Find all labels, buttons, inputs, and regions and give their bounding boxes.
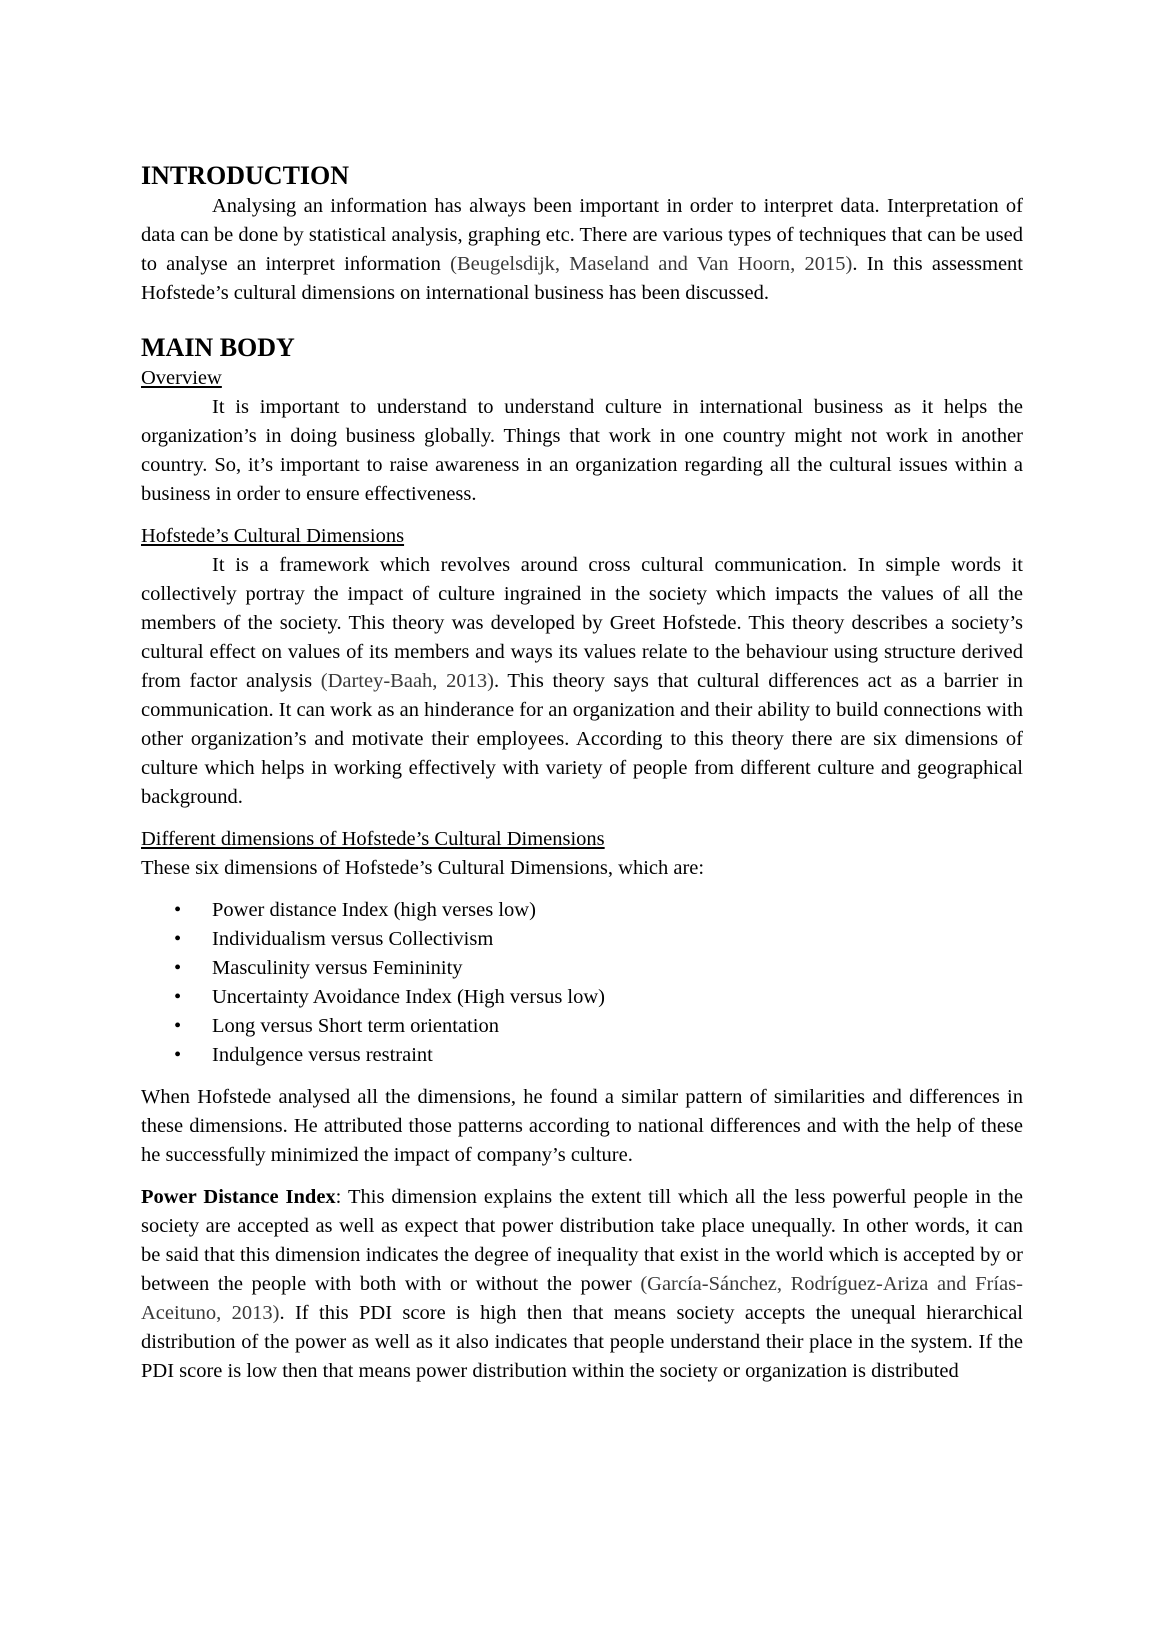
- bullet-icon: •: [174, 1015, 182, 1037]
- dimensions-summary: When Hofstede analysed all the dimensions, he found a similar pattern of similarities and differences in these dimensions. He attributed those patterns according to national differences and with the help of these he successfully minimized the impact of company’s culture.: [141, 1086, 1023, 1166]
- bullet-icon: •: [174, 986, 182, 1008]
- main-body-heading: MAIN BODY: [141, 333, 295, 362]
- list-item-text: Long versus Short term orientation: [212, 1015, 499, 1037]
- dimensions-list: [141, 896, 1023, 1070]
- document-page: [141, 160, 1023, 1386]
- list-item-text: Uncertainty Avoidance Index (High versus low): [212, 986, 605, 1008]
- bullet-icon: •: [174, 1044, 182, 1066]
- overview-subheading: Overview: [141, 367, 222, 389]
- list-item: [141, 983, 1023, 1012]
- list-item-text: Masculinity versus Femininity: [212, 957, 463, 979]
- citation: (Beugelsdijk, Maseland and Van Hoorn, 2015): [450, 253, 853, 275]
- introduction-text-end: . In this assessment Hofstede’s cultural dimensions on international business has been discussed.: [141, 253, 1023, 304]
- list-item-text: Indulgence versus restraint: [212, 1044, 433, 1066]
- hofstede-paragraph: [141, 551, 1023, 812]
- dimensions-subheading: Different dimensions of Hofstede’s Cultural Dimensions: [141, 828, 605, 850]
- hofstede-text-end: . This theory says that cultural differences act as a barrier in communication. It can work as an hinderance for an organization and their ability to build connections with other organization’s and motivate their employees. According to this theory there are six dimensions of culture which helps in working effectively with variety of people from different culture and geographical background.: [141, 670, 1023, 808]
- pdi-text: : This dimension explains the extent till which all the less powerful people in the society are accepted as well as expect that power distribution take place unequally. In other words, it can be said that this dimension indicates the degree of inequality that exist in the world which is accepted by or between the people with both with or without the power: [141, 1186, 1023, 1295]
- pdi-paragraph: [141, 1183, 1023, 1386]
- dimensions-intro: These six dimensions of Hofstede’s Cultural Dimensions, which are:: [141, 857, 705, 879]
- introduction-text: Analysing an information has always been important in order to interpret data. Interpretation of data can be done by statistical analysis, graphing etc. There are various types of techniques that can be used to analyse an interpret information: [141, 195, 1023, 275]
- citation: (García-Sánchez, Rodríguez-Ariza and Frías-Aceituno, 2013): [141, 1273, 1023, 1324]
- overview-paragraph: It is important to understand to understand culture in international business as it helps the organization’s in doing business globally. Things that work in one country might not work in another country. So, it’s important to raise awareness in an organization regarding all the cultural issues within a business in order to ensure effectiveness.: [141, 396, 1023, 505]
- bullet-icon: •: [174, 957, 182, 979]
- list-item-text: Individualism versus Collectivism: [212, 928, 494, 950]
- list-item: [141, 1012, 1023, 1041]
- introduction-paragraph: [141, 192, 1023, 308]
- hofstede-subheading: Hofstede’s Cultural Dimensions: [141, 525, 405, 547]
- introduction-heading: INTRODUCTION: [141, 161, 350, 190]
- citation: (Dartey-Baah, 2013): [320, 670, 494, 692]
- bullet-icon: •: [174, 899, 182, 921]
- hofstede-text: It is a framework which revolves around cross cultural communication. In simple words it collectively portray the impact of culture ingrained in the society which impacts the values of all the members of the society. This theory was developed by Greet Hofstede. This theory describes a society’s cultural effect on values of its members and ways its values relate to the behaviour using structure derived from factor analysis: [141, 554, 1023, 692]
- pdi-text-end: . If this PDI score is high then that means society accepts the unequal hierarchical distribution of the power as well as it also indicates that people understand their place in the system. If the PDI score is low then that means power distribution within the society or organization is distributed: [141, 1302, 1023, 1382]
- list-item: [141, 1041, 1023, 1070]
- list-item: [141, 896, 1023, 925]
- bullet-icon: •: [174, 928, 182, 950]
- list-item-text: Power distance Index (high verses low): [212, 899, 536, 921]
- list-item: [141, 925, 1023, 954]
- pdi-term: Power Distance Index: [141, 1186, 336, 1208]
- list-item: [141, 954, 1023, 983]
